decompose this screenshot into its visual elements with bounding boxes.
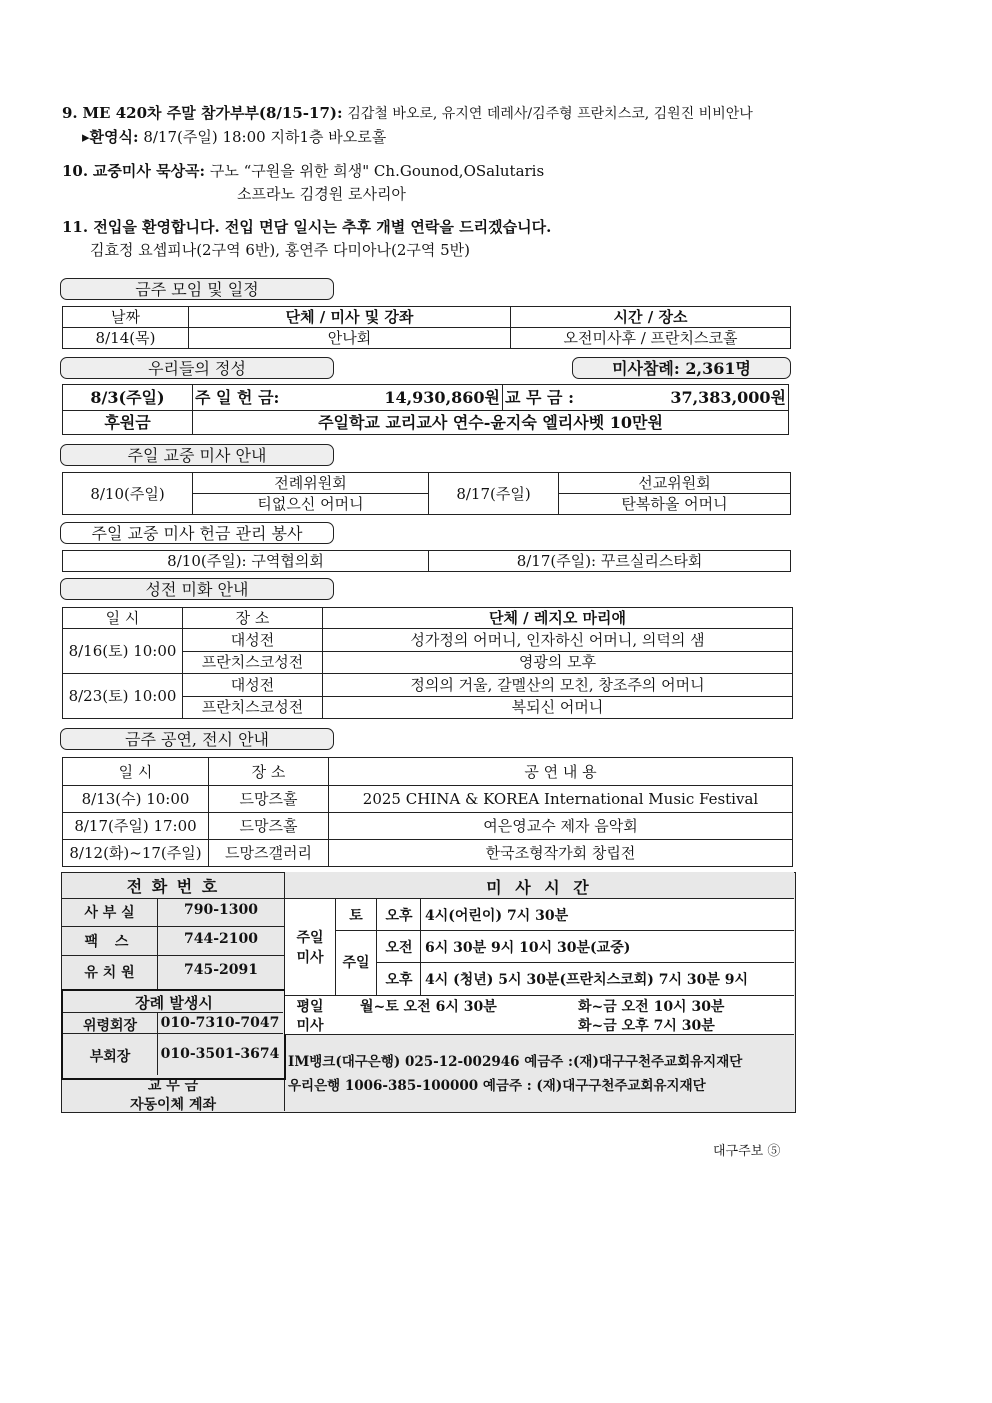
sunday-mass-label: 주일 미사 [296,930,324,966]
sunday-pm-times: 4시 (청년) 5시 30분(프란치스코회) 7시 30분 9시 [425,972,749,988]
welcome-label: ▸환영식: [82,128,139,146]
notice-9-number: 9. [62,104,78,122]
divider [61,955,285,956]
funeral-phone: 010-7310-7047 [160,1015,280,1031]
performance-title: 금주 공연, 전시 안내 [60,728,334,750]
parish-due-label-1: 교 무 금 [147,1078,199,1094]
schedule-table [62,306,791,349]
bank-account-2: 우리은행 1006-385-100000 예금주 : (재)대구구천주교회유지재단 [288,1078,706,1094]
cleaning-table [62,607,793,719]
page-footer: 대구주보 ⑤ [713,1144,781,1159]
funeral-role: 부회장 [89,1049,131,1065]
offering-service-cell-1: 8/10(주일): 구역협의회 [63,551,429,572]
divider [335,898,336,995]
divider [285,1034,794,1035]
offering-service-cell-2: 8/17(주일): 꾸르실리스타회 [429,551,791,572]
contact-label: 팩 스 [84,934,135,950]
mass-guide-1b: 티없으신 어머니 [193,494,429,515]
notice-9-names: 김갑철 바오로, 유지연 데레사/김주형 프란치스코, 김원진 비비안나 [347,106,753,122]
sunday-offering-label: 주 일 헌 금: [195,387,280,407]
performance-cell: 8/17(주일) 17:00 [63,813,209,840]
weekday-label-2: 미사 [296,1018,324,1034]
performance-cell: 드망즈홀 [209,786,329,813]
sunday-offering-amount: 14,930,860원 [384,387,500,407]
cleaning-place: 대성전 [183,674,323,697]
parish-offering-label: 교 무 금 : [505,387,574,407]
support-text: 주일학교 교리교사 연수-윤지숙 엘리사벳 10만원 [193,411,789,435]
mass-times-title: 미 사 시 간 [486,878,593,897]
notice-9-title: ME 420차 주말 참가부부(8/15-17): [82,104,343,122]
mass-guide-2a: 선교위원회 [559,473,791,494]
performance-cell: 2025 CHINA & KOREA International Music Festival [329,786,793,813]
funeral-phone: 010-3501-3674 [160,1046,280,1062]
mass-guide-table [62,472,791,515]
divider [377,962,794,963]
schedule-header-group: 단체 / 미사 및 강좌 [189,307,511,328]
cleaning-group: 정의의 거울, 갈멜산의 모친, 창조주의 어머니 [323,674,793,697]
schedule-title: 금주 모임 및 일정 [60,278,334,300]
mass-guide-2b: 탄복하올 어머니 [559,494,791,515]
divider [61,926,285,927]
bank-account-1: IM뱅크(대구은행) 025-12-002946 예금주 :(재)대구구천주교회유지재단 [288,1054,743,1070]
notice-10-line2: 소프라노 김경원 로사리아 [237,185,406,203]
performance-table [62,757,793,867]
notice-9-welcome [82,126,386,147]
divider [336,930,794,931]
support-label: 후원금 [63,411,193,435]
cleaning-place: 프란치스코성전 [183,696,323,719]
attendance-badge: 미사참례: 2,361명 [572,357,791,379]
cleaning-date-1: 8/16(토) 10:00 [63,629,183,674]
cleaning-header-group: 단체 / 레지오 마리애 [323,608,793,629]
offering-table [62,384,789,435]
notice-11 [62,216,551,237]
table-row [63,840,793,867]
weekday-label-1: 평일 [296,999,324,1015]
saturday-pm-label: 오후 [385,908,413,924]
table-row [63,813,793,840]
notice-11-number: 11. [62,218,89,236]
offering-service-table [62,550,791,572]
parish-due-label-2: 자동이체 계좌 [129,1097,217,1113]
divider [376,898,377,995]
cleaning-header-place: 장 소 [183,608,323,629]
contact-number: 744-2100 [184,931,258,947]
notice-11-names: 김효정 요셉피나(2구역 6반), 홍연주 다미아나(2구역 5반) [90,241,470,259]
contacts-title: 전 화 번 호 [126,877,220,896]
contact-label: 사 부 실 [84,905,135,921]
saturday-label: 토 [349,908,363,924]
notice-9 [62,102,753,123]
mass-guide-1a: 전례위원회 [193,473,429,494]
sunday-offering [193,385,503,411]
schedule-cell: 오전미사후 / 프란치스코홀 [511,328,791,349]
sunday-am-times: 6시 30분 9시 10시 30분(교중) [425,940,631,956]
performance-cell: 드망즈홀 [209,813,329,840]
saturday-pm-times: 4시(어린이) 7시 30분 [425,908,569,924]
cleaning-group: 복되신 어머니 [323,696,793,719]
performance-cell: 8/12(화)~17(주일) [63,840,209,867]
parish-offering-amount: 37,383,000원 [670,387,786,407]
table-row [63,786,793,813]
welcome-text: 8/17(주일) 18:00 지하1층 바오로홀 [143,128,387,146]
cleaning-title: 성전 미화 안내 [60,578,334,600]
parish-offering [503,385,789,411]
mass-guide-date-1: 8/10(주일) [63,473,193,515]
table-row [63,328,791,349]
divider [285,898,794,899]
schedule-header-date: 날짜 [63,307,189,328]
notice-10-number: 10. [62,162,89,180]
funeral-role: 위령회장 [82,1018,138,1034]
contact-number: 745-2091 [184,962,258,978]
performance-header-content: 공 연 내 용 [329,758,793,786]
schedule-header-time: 시간 / 장소 [511,307,791,328]
mass-guide-date-2: 8/17(주일) [429,473,559,515]
offering-service-title: 주일 교중 미사 헌금 관리 봉사 [60,522,334,544]
cleaning-place: 프란치스코성전 [183,651,323,674]
offering-title: 우리들의 정성 [60,357,334,379]
performance-cell: 드망즈갤러리 [209,840,329,867]
schedule-cell: 안나회 [189,328,511,349]
notice-11-title: 전입을 환영합니다. 전입 면담 일시는 추후 개별 연락을 드리겠습니다. [93,218,552,236]
cleaning-group: 영광의 모후 [323,651,793,674]
performance-header-place: 장 소 [209,758,329,786]
cleaning-place: 대성전 [183,629,323,652]
sunday-am-label: 오전 [385,940,413,956]
weekday-tue-fri-pm: 화~금 오후 7시 30분 [578,1018,715,1034]
divider [420,898,421,995]
funeral-title: 장례 발생시 [135,994,213,1012]
mass-guide-title: 주일 교중 미사 안내 [60,444,334,466]
offering-date: 8/3(주일) [63,385,193,411]
sunday-label: 주일 [342,955,370,971]
performance-header-date: 일 시 [63,758,209,786]
performance-cell: 한국조형작가회 창립전 [329,840,793,867]
performance-cell: 여은영교수 제자 음악회 [329,813,793,840]
weekday-tue-fri-am: 화~금 오전 10시 30분 [578,999,725,1015]
cleaning-header-date: 일 시 [63,608,183,629]
divider [61,898,285,899]
cleaning-group: 성가정의 어머니, 인자하신 어머니, 의덕의 샘 [323,629,793,652]
weekday-mon-sat: 월~토 오전 6시 30분 [360,999,497,1015]
divider [63,1012,283,1013]
notice-10-line1: 구노 “구원을 위한 희생" Ch.Gounod,OSalutaris [209,162,545,180]
notice-10-title: 교중미사 묵상곡: [92,162,206,180]
notice-10 [62,160,544,181]
contact-label: 유 치 원 [84,965,135,981]
contact-number: 790-1300 [184,902,258,918]
cleaning-date-2: 8/23(토) 10:00 [63,674,183,719]
performance-cell: 8/13(수) 10:00 [63,786,209,813]
sunday-pm-label: 오후 [385,972,413,988]
schedule-cell: 8/14(목) [63,328,189,349]
